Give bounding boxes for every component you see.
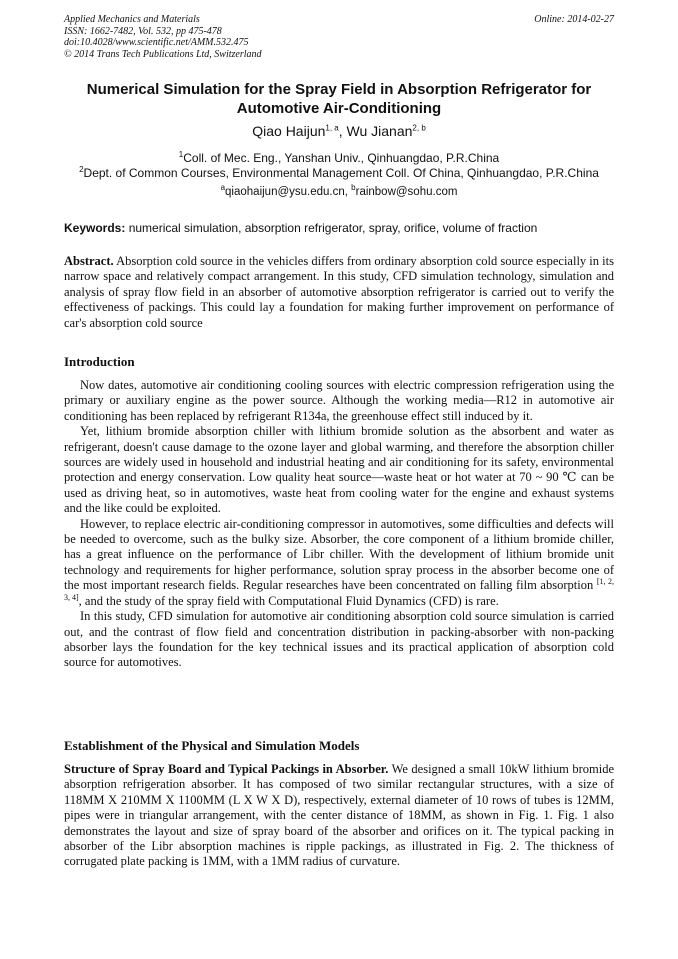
introduction-body (64, 378, 614, 671)
abstract (64, 254, 614, 331)
keywords-text: numerical simulation, absorption refrigerator, spray, orifice, volume of fraction (125, 221, 538, 235)
affiliation-2 (64, 166, 614, 180)
email-b-sup: b (351, 183, 356, 193)
intro-paragraph-3-part-2: , and the study of the spray field with Computational Fluid Dynamics (CFD) is rare. (78, 593, 499, 608)
author-line (64, 123, 614, 139)
author-2-sup: 2, b (412, 123, 426, 133)
issn-line: ISSN: 1662-7482, Vol. 532, pp 475-478 (64, 25, 222, 37)
citation-ref: [1, 2, 3, 4] (64, 577, 614, 602)
author-1-sup: 1, a (325, 123, 339, 133)
author-2: Wu Jianan (346, 123, 413, 139)
abstract-label: Abstract. (64, 254, 114, 268)
keywords (64, 221, 614, 235)
affiliation-2-text: Dept. of Common Courses, Environmental Management Coll. Of China, Qinhuangdao, P.R.China (83, 166, 599, 180)
author-separator: , (338, 123, 347, 139)
email-b[interactable]: rainbow@sohu.com (355, 186, 458, 198)
section-heading-introduction: Introduction (64, 354, 135, 369)
journal-name: Applied Mechanics and Materials (64, 14, 200, 25)
email-a-sup: a (220, 183, 226, 193)
email-a[interactable]: qiaohaijun@ysu.edu.cn, (225, 186, 352, 198)
section-heading-establishment: Establishment of the Physical and Simulation Models (64, 738, 360, 753)
structure-text: We designed a small 10kW lithium bromide absorption refrigeration absorber. It has composed of two similar rectangular structures, with a size of 118MM X 210MM X 1100MM (L X W X D), respectively, external diameter of 10 rows of tubes is 12MM, pipes were in triangular arrangement, with the center distance of 18MM, as shown in Fig. 1. Fig. 1 also demonstrates the layout and size of spray board of the absorber and orifices on it. The typical packing in absorber of the Libr absorption machines is ripple packings, as illustrated in Fig. 2. The thickness of corrugated plate packing is 1MM, with a 1MM radius of curvature. (64, 762, 614, 869)
affiliation-1 (64, 151, 614, 165)
affiliation-1-text: Coll. of Mec. Eng., Yanshan Univ., Qinhuangdao, P.R.China (183, 151, 500, 165)
doi-line: doi:10.4028/www.scientific.net/AMM.532.475 (64, 37, 249, 48)
author-1: Qiao Haijun (252, 123, 326, 139)
intro-paragraph-3 (64, 517, 614, 609)
keywords-label: Keywords: (64, 221, 126, 235)
paper-title: Numerical Simulation for the Spray Field in Absorption Refrigerator for Automotive Air-Conditioning (86, 81, 592, 117)
online-date: Online: 2014-02-27 (534, 14, 614, 25)
structure-paragraph (64, 762, 614, 870)
journal-header (64, 14, 262, 60)
copyright-line: © 2014 Trans Tech Publications Ltd, Switzerland (64, 48, 262, 60)
structure-subheading: Structure of Spray Board and Typical Packings in Absorber. (64, 762, 389, 776)
intro-paragraph-2: Yet, lithium bromide absorption chiller with lithium bromide solution as the absorbent and water as refrigerant, doesn't cause damage to the ozone layer and global warming, and therefore the absorption chiller sources are widely used in household and industrial heating and air conditioning for its safety, environmental protection and energy conservation. Low quality heat source—waste heat or hot water at 70 ~ 90 ℃ can be used as driving heat, so in automotives, waste heat from cooling water for the engine and exhaust systems and the like could be exploited. (64, 424, 614, 516)
intro-paragraph-4: In this study, CFD simulation for automotive air conditioning absorption cold source simulation is carried out, and the contrast of flow field and concentration distribution in packing-absorber with non-packing absorber lays the foundation for the key technical issues and its practical application of absorption cold source for automotives. (64, 609, 614, 670)
intro-paragraph-1: Now dates, automotive air conditioning cooling sources with electric compression refrigeration using the primary or auxiliary engine as the power source. Although the working media—R12 in automotive air conditioning has been replaced by refrigerant R134a, the greenhouse effect still induced by it. (64, 378, 614, 423)
affiliation-2-sup: 2 (79, 165, 84, 174)
intro-paragraph-3-part-1: However, to replace electric air-conditioning compressor in automotives, some difficulties and defects will be needed to overcome, such as the bulky size. Absorber, the core component of a lithium bromide chiller, has a great influence on the performance of Libr chiller. With the development of lithium bromide unit technology and requirements for higher performance, solution spray process in the absorber become one of the most important research fields. Regular researches have been concentrated on falling film absorption (64, 516, 614, 593)
email-line (64, 183, 614, 198)
establishment-body (64, 762, 614, 870)
affiliation-1-sup: 1 (178, 150, 184, 159)
abstract-text: Absorption cold source in the vehicles differs from ordinary absorption cold source especially in its narrow space and relatively compact arrangement. In this study, CFD simulation technology, simulation and analysis of spray flow field in an absorber of automotive absorption refrigerator is carried out to verify the effectiveness of packings. This could lay a foundation for making further improvement on performance of car's absorption cold source (64, 254, 614, 330)
